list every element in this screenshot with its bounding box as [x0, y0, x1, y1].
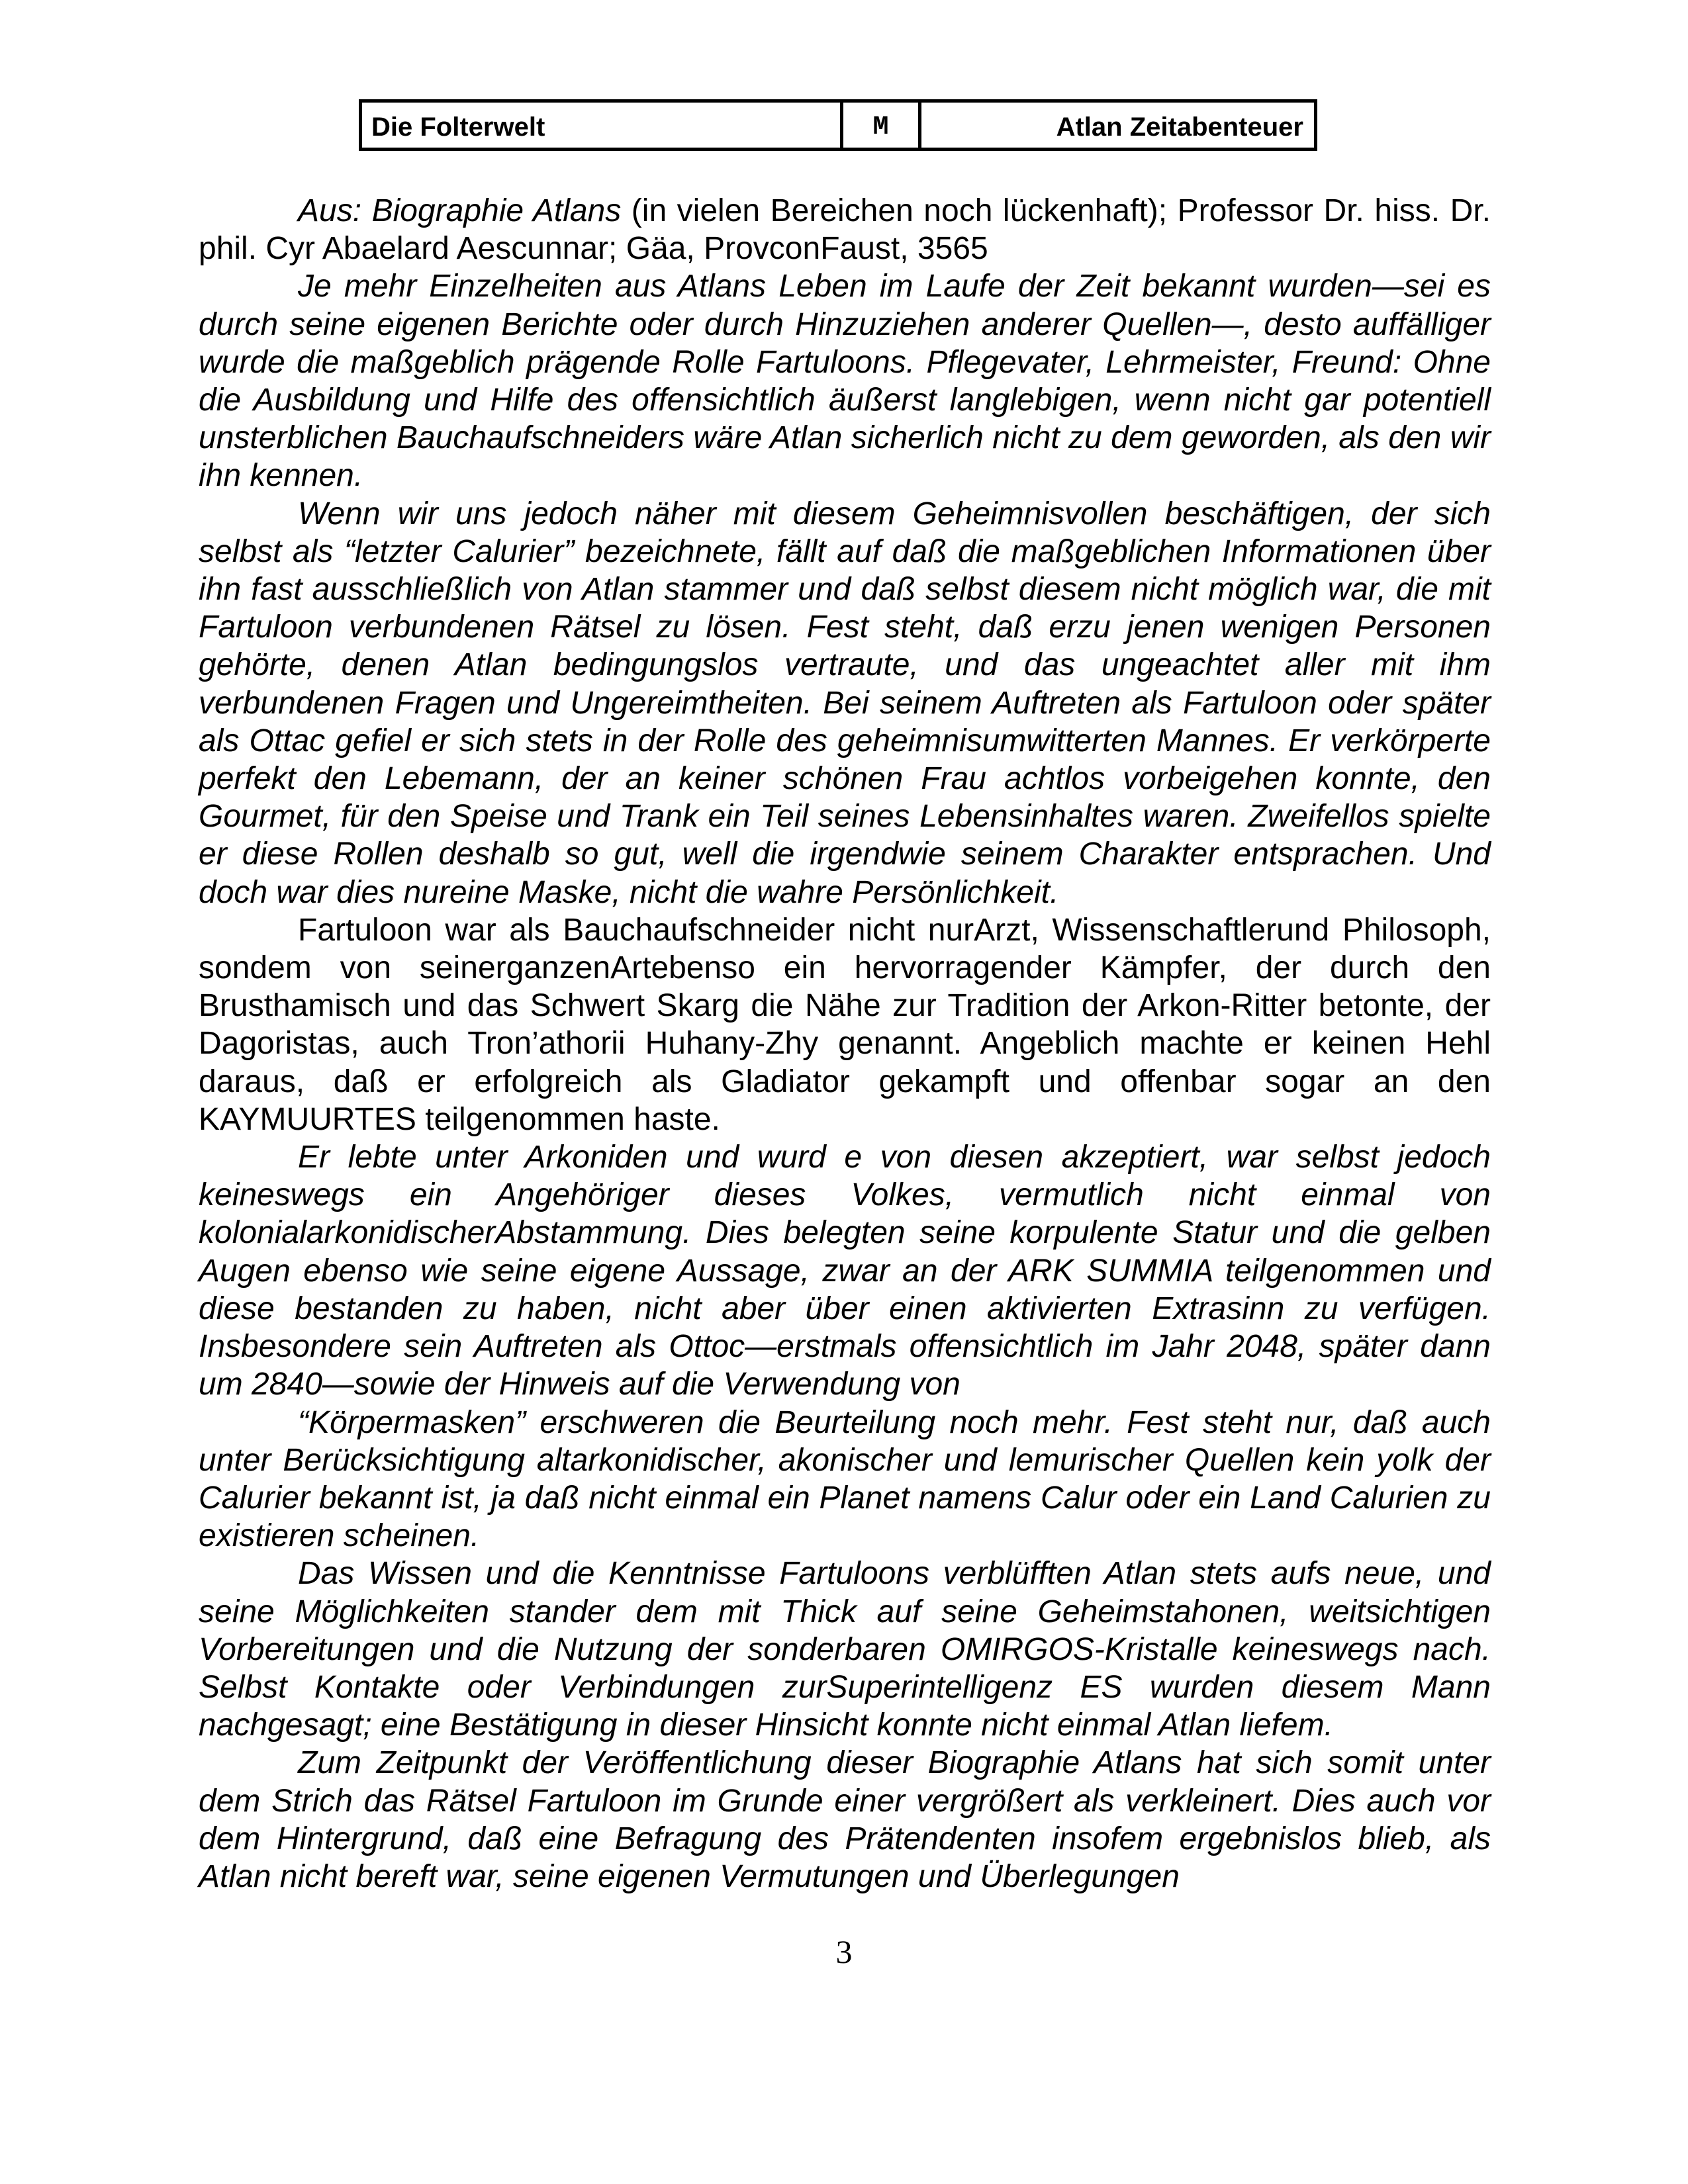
source-citation — [199, 192, 1491, 267]
header-marker: M — [843, 103, 921, 148]
source-details: (in vielen Bereichen noch lückenhaft); Professor Dr. hiss. Dr. phil. Cyr Abaelard Aescunnar; Gäa, ProvconFaust, 3565 — [199, 193, 1491, 267]
running-header — [359, 99, 1317, 151]
source-label: Aus: Biographie Atlans — [298, 193, 622, 228]
header-series-title: Atlan Zeitabenteuer — [1056, 113, 1303, 142]
paragraph-3: Fartuloon war als Bauchaufschneider nicht nurArzt, Wissenschaftlerund Philosoph, sondem von seinerganzenArtebenso ein hervorragender Kämpfer, der durch den Brusthamisch und das Schwert Skarg die Nähe zur Tradition der Arkon-Ritter betonte, der Dagoristas, auch Tron’athorii Huhany-Zhy genannt. Angeblich machte er keinen Hehl daraus, daß er erfolgreich als Gladiator gekampft und offenbar sogar an den KAYMUURTES teilgenommen haste. — [199, 912, 1491, 1137]
page-number: 3 — [835, 1933, 853, 1970]
page-body — [199, 192, 1491, 1895]
paragraph-4: Er lebte unter Arkoniden und wurd e von diesen akzeptiert, war selbst jedoch keineswegs ein Angehöriger dieses Volkes, vermutlich nicht einmal von kolonialarkonidischerAbstammung. Dies belegten seine korpulente Statur und die gelben Augen ebenso wie seine eigene Aussage, zwar an der ARK SUMMIA teilgenommen und diese bestanden zu haben, nicht aber über einen aktivierten Extrasinn zu verfügen. Insbesondere sein Auftreten als Ottoc—erstmals offensichtlich im Jahr 2048, später dann um 2840—sowie der Hinweis auf die Verwendung von — [199, 1140, 1491, 1402]
header-book-title: Die Folterwelt — [362, 103, 843, 148]
paragraph-5: “Körpermasken” erschweren die Beurteilung noch mehr. Fest steht nur, daß auch unter Berücksichtigung altarkonidischer, akonischer und lemurischer Quellen kein yolk der Calurier bekannt ist, ja daß nicht einmal ein Planet namens Calur oder ein Land Calurien zu existieren scheinen. — [199, 1404, 1491, 1554]
paragraph-6: Das Wissen und die Kenntnisse Fartuloons verblüfften Atlan stets aufs neue, und seine Möglichkeiten stander dem mit Thick auf seine Geheimstahonen, weitsichtigen Vorbereitungen und die Nutzung der sonderbaren OMIRGOS-Kristalle keineswegs nach. Selbst Kontakte oder Verbindungen zurSuperintelligenz ES wurden diesem Mann nachgesagt; eine Bestätigung in dieser Hinsicht konnte nicht einmal Atlan liefem. — [199, 1556, 1491, 1743]
paragraph-7: Zum Zeitpunkt der Veröffentlichung dieser Biographie Atlans hat sich somit unter dem Strich das Rätsel Fartuloon im Grunde einer vergrößert als verkleinert. Dies auch vor dem Hintergrund, daß eine Befragung des Prätendenten insofem ergebnislos blieb, als Atlan nicht bereft war, seine eigenen Vermutungen und Überlegungen — [199, 1745, 1491, 1894]
paragraph-2: Wenn wir uns jedoch näher mit diesem Geheimnisvollen beschäftigen, der sich selbst als “letzter Calurier” bezeichnete, fällt auf daß die maßgeblichen Informationen über ihn fast ausschließlich von Atlan stammer und daß selbst diesem nicht möglich war, die mit Fartuloon verbundenen Rätsel zu lösen. Fest steht, daß erzu jenen wenigen Personen gehörte, denen Atlan bedingungslos vertraute, und das ungeachtet aller mit ihm verbundenen Fragen und Ungereimtheiten. Bei seinem Auftreten als Fartuloon oder später als Ottac gefiel er sich stets in der Rolle des geheimnisumwitterten Mannes. Er verkörperte perfekt den Lebemann, der an keiner schönen Frau achtlos vorbeigehen konnte, den Gourmet, für den Speise und Trank ein Teil seines Lebensinhaltes waren. Zweifellos spielte er diese Rollen deshalb so gut, well die irgendwie seinem Charakter entsprachen. Und doch war dies nureine Maske, nicht die wahre Persönlichkeit. — [199, 496, 1491, 910]
paragraph-1: Je mehr Einzelheiten aus Atlans Leben im Laufe der Zeit bekannt wurden—sei es durch seine eigenen Berichte oder durch Hinzuziehen anderer Quellen—, desto auffälliger wurde die maßgeblich prägende Rolle Fartuloons. Pflegevater, Lehrmeister, Freund: Ohne die Ausbildung und Hilfe des offensichtlich äußerst langlebigen, wenn nicht gar potentiell unsterblichen Bauchaufschneiders wäre Atlan sicherlich nicht zu dem geworden, als den wir ihn kennen. — [199, 269, 1491, 494]
